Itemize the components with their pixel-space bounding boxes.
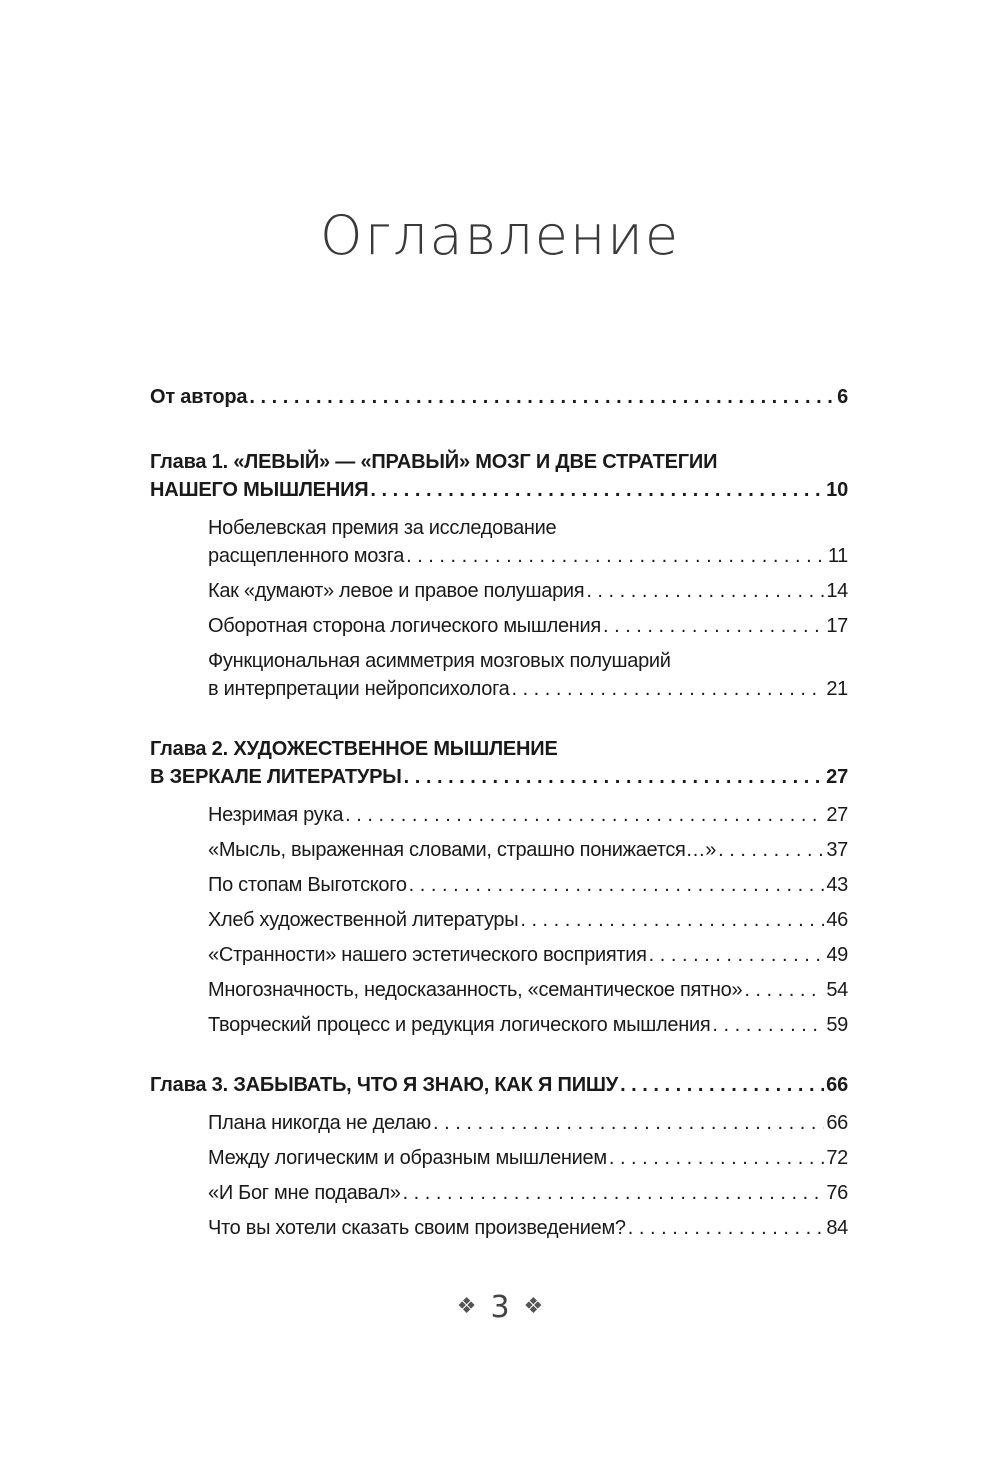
toc-entry-title: в интерпретации нейропсихолога: [208, 678, 510, 700]
toc-entry-title: «Мысль, выраженная словами, страшно понижается…»: [208, 839, 717, 861]
toc-subentry: [208, 909, 848, 932]
toc-subentry: [208, 804, 848, 827]
toc-subentry: [208, 1217, 848, 1240]
toc-page-number: 54: [826, 979, 848, 1001]
toc-subentry: [208, 979, 848, 1002]
toc-chapter-1-heading: Глава 1. «ЛЕВЫЙ» — «ПРАВЫЙ» МОЗГ И ДВЕ СТРАТЕГИИ: [150, 451, 718, 473]
toc-entry-title: Незримая рука: [208, 804, 344, 826]
dot-leader: [409, 874, 825, 897]
toc-chapter-2-heading: Глава 2. ХУДОЖЕСТВЕННОЕ МЫШЛЕНИЕ: [150, 738, 558, 760]
page-footer: [0, 1290, 1000, 1325]
toc-page-number: 27: [826, 766, 848, 788]
toc-page-number: 37: [826, 839, 848, 861]
toc-page-number: 66: [826, 1074, 848, 1096]
toc-page-number: 72: [826, 1147, 848, 1169]
toc-entry-title: Плана никогда не делаю: [208, 1112, 431, 1134]
toc-page-number: 11: [827, 545, 848, 567]
toc-entry-title: Хлеб художественной литературы: [208, 909, 519, 931]
page-title: Оглавление: [319, 204, 681, 267]
toc-chapter-3: [150, 1074, 848, 1097]
toc-page-number: 10: [826, 479, 848, 501]
toc-entry-author: [150, 386, 848, 409]
toc-page-number: 49: [826, 944, 848, 966]
toc-page-number: 6: [837, 386, 848, 408]
toc-page-number: 84: [826, 1217, 848, 1239]
dot-leader: [370, 479, 824, 502]
toc-subentry: [208, 1112, 848, 1135]
dot-leader: [249, 386, 835, 409]
toc-subentry-first-line: Функциональная асимметрия мозговых полушарий: [208, 650, 671, 672]
toc-page-number: 76: [826, 1182, 848, 1204]
toc-entry-title: расщепленного мозга: [208, 545, 405, 567]
dot-leader: [404, 766, 825, 789]
toc-entry-title: По стопам Выготского: [208, 874, 407, 896]
toc-entry-title: Между логическим и образным мышлением: [208, 1147, 607, 1169]
dot-leader: [406, 545, 826, 568]
toc-page-number: 59: [826, 1014, 848, 1036]
toc-page-number: 66: [826, 1112, 848, 1134]
toc-page-number: 46: [826, 909, 848, 931]
dot-leader: [628, 1217, 825, 1240]
toc-entry-title: «Странности» нашего эстетического восприятия: [208, 944, 647, 966]
dot-leader: [712, 1014, 824, 1037]
toc-subentry: [208, 580, 848, 603]
diamond-ornament-icon: ❖: [523, 1294, 544, 1319]
toc-subentry: [208, 944, 848, 967]
toc-page-number: 17: [826, 615, 848, 637]
toc-entry-title: В ЗЕРКАЛЕ ЛИТЕРАТУРЫ: [150, 766, 402, 788]
toc-entry-title: НАШЕГО МЫШЛЕНИЯ: [150, 479, 369, 501]
toc-page-number: 27: [826, 804, 848, 826]
dot-leader: [586, 580, 824, 603]
toc-subentry: [208, 1147, 848, 1170]
toc-subentry: [208, 1182, 848, 1205]
dot-leader: [345, 804, 824, 827]
toc-entry-title: «И Бог мне подавал»: [208, 1182, 401, 1204]
toc-subentry: [208, 615, 848, 638]
dot-leader: [603, 615, 824, 638]
dot-leader: [433, 1112, 824, 1135]
toc-subentry: [208, 1014, 848, 1037]
dot-leader: [520, 909, 824, 932]
toc-page-number: 43: [826, 874, 848, 896]
toc-page-number: 14: [826, 580, 848, 602]
toc-subentry: [208, 839, 848, 862]
page-number: 3: [490, 1290, 510, 1325]
dot-leader: [620, 1074, 824, 1097]
dot-leader: [403, 1182, 825, 1205]
toc-page-number: 21: [826, 678, 848, 700]
toc-chapter-2: [150, 766, 848, 789]
toc-entry-title: Что вы хотели сказать своим произведением?: [208, 1217, 626, 1239]
toc-subentry: [208, 874, 848, 897]
toc-chapter-1: [150, 479, 848, 502]
dot-leader: [718, 839, 824, 862]
dot-leader: [744, 979, 824, 1002]
dot-leader: [609, 1147, 825, 1170]
toc-entry-title: От автора: [150, 386, 248, 408]
toc-entry-title: Оборотная сторона логического мышления: [208, 615, 601, 637]
toc-subentry-first-line: Нобелевская премия за исследование: [208, 517, 557, 539]
toc-entry-title: Творческий процесс и редукция логического мышления: [208, 1014, 711, 1036]
toc-entry-title: Многозначность, недосказанность, «семантическое пятно»: [208, 979, 743, 1001]
diamond-ornament-icon: ❖: [456, 1294, 477, 1319]
dot-leader: [511, 678, 824, 701]
toc-entry-title: Как «думают» левое и правое полушария: [208, 580, 585, 602]
dot-leader: [649, 944, 825, 967]
toc-entry-title: Глава 3. ЗАБЫВАТЬ, ЧТО Я ЗНАЮ, КАК Я ПИШУ: [150, 1074, 619, 1096]
toc-subentry: [208, 545, 848, 568]
toc-subentry: [208, 678, 848, 701]
